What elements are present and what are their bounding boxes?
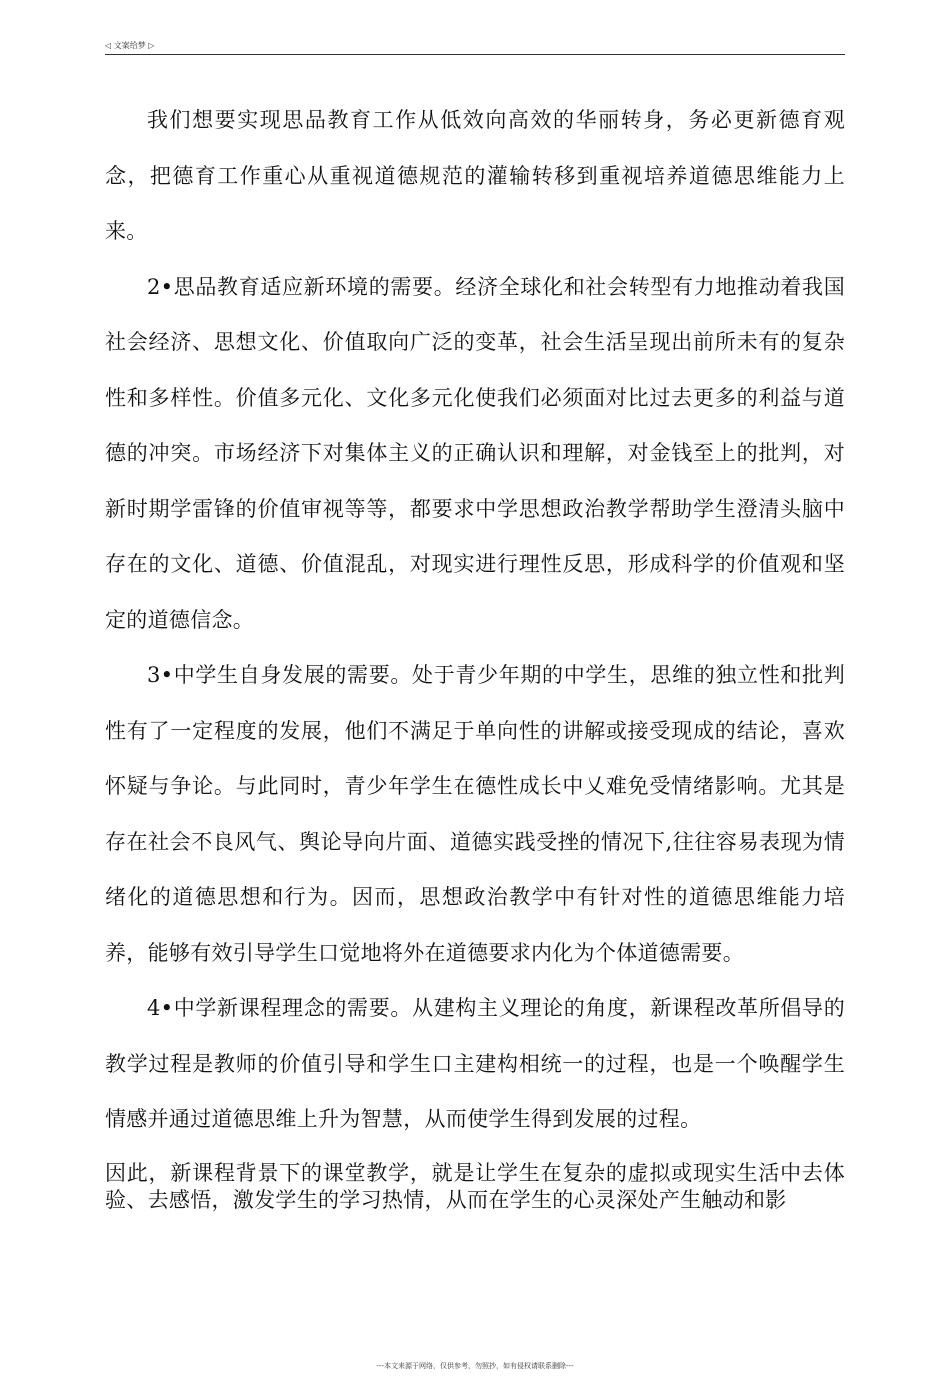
paragraph-3: 3•中学生自身发展的需要。处于青少年期的中学生，思维的独立性和批判性有了一定程度的发展，他们不满足于单向性的讲解或接受现成的结论，喜欢怀疑与争论。与此同时，青少年学生在德性成长中乂难免受情绪影响。尤其是存在社会不良风气、舆论导向片面、道德实践受挫的情况下,往往容易表现为情绪化的道德思想和行为。因而，思想政治教学中有针对性的道德思维能力培养，能够有效引导学生口觉地将外在道德要求内化为个体道德需要。	[105, 663, 845, 965]
header-text: ◁ 文案给梦 ▷	[105, 41, 155, 50]
paragraph-5: 因此，新课程背景下的课堂教学，就是让学生在复杂的虚拟或现实生活中去体验、去感悟，激发学生的学习热情，从而在学生的心灵深处产生触动和影	[105, 1160, 845, 1212]
paragraph-2: 2•思品教育适应新环境的需要。经济全球化和社会转型有力地推动着我国社会经济、思想文化、价值取向广泛的变革，社会生活呈现出前所未有的复杂性和多样性。价值多元化、文化多元化使我们必须面对比过去更多的利益与道德的冲突。市场经济下对集体主义的正确认识和理解，对金钱至上的批判，对新时期学雷锋的价值审视等等，都要求中学思想政治教学帮助学生澄清头脑中存在的文化、道德、价值混乱，对现实进行理性反思，形成科学的价值观和坚定的道德信念。	[105, 274, 845, 632]
paragraph-4: 4•中学新课程理念的需要。从建构主义理论的角度，新课程改革所倡导的教学过程是教师的价值引导和学生口主建构相统一的过程，也是一个唤醒学生情感并通过道德思维上升为智慧，从而使学生得到发展的过程。	[105, 996, 845, 1131]
page-footer: ---本文来源于网络，仅供参考，勿照抄，如有侵权请联系删除---	[376, 1362, 574, 1370]
document-body	[105, 93, 845, 1214]
paragraph-1: 我们想要实现思品教育工作从低效向高效的华丽转身，务必更新德育观念，把德育工作重心从重视道德规范的灌输转移到重视培养道德思维能力上来。	[105, 108, 845, 243]
page-header	[105, 40, 845, 55]
